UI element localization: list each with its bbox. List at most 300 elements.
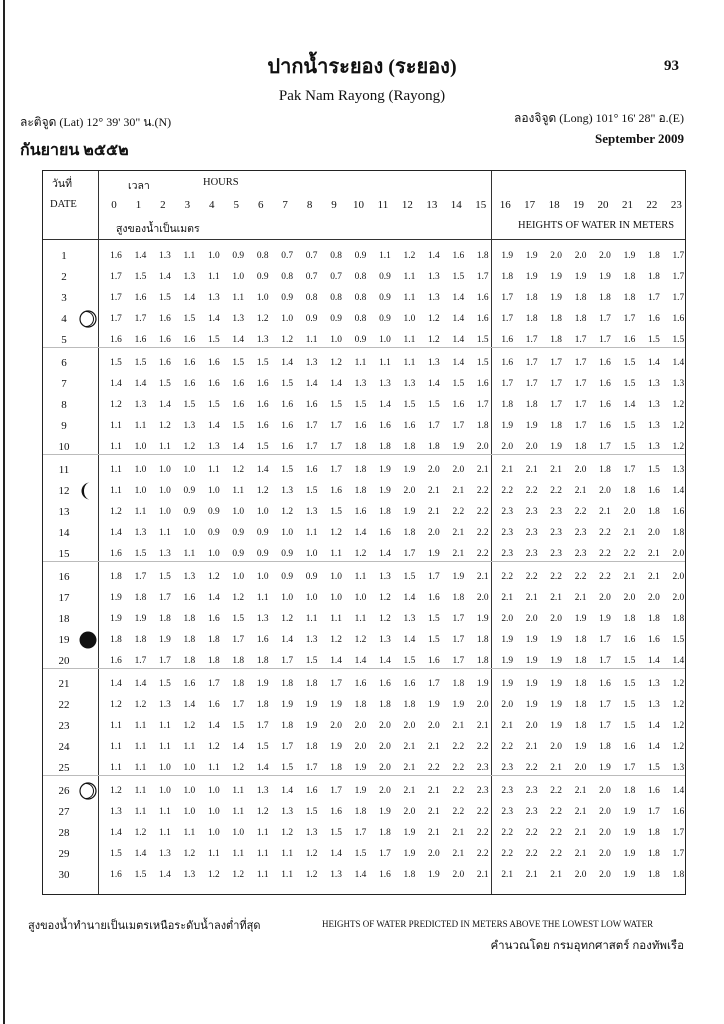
height-cell: 2.2 xyxy=(574,572,587,582)
station-title-thai: ปากน้ำระยอง (ระยอง) xyxy=(267,56,457,78)
day-number: 27 xyxy=(58,806,70,818)
height-cell: 1.9 xyxy=(623,828,636,838)
height-cell: 1.8 xyxy=(134,593,147,603)
height-cell: 1.5 xyxy=(427,400,440,410)
height-cell: 1.6 xyxy=(648,486,660,496)
height-cell: 1.9 xyxy=(574,614,587,624)
height-cell: 1.5 xyxy=(134,549,147,559)
height-cell: 1.6 xyxy=(159,314,171,324)
height-cell: 1.0 xyxy=(379,335,391,345)
height-cell: 1.0 xyxy=(232,572,245,582)
height-cell: 1.0 xyxy=(159,507,171,517)
height-cell: 1.3 xyxy=(427,293,440,303)
height-cell: 1.7 xyxy=(134,314,147,324)
height-cell: 1.7 xyxy=(574,379,587,389)
height-cell: 1.7 xyxy=(501,293,514,303)
height-cell: 1.9 xyxy=(501,251,514,261)
group-separator xyxy=(43,561,685,562)
hour-label: 7 xyxy=(282,199,288,211)
height-cell: 1.4 xyxy=(207,421,220,431)
height-cell: 1.6 xyxy=(281,421,293,431)
height-cell: 1.6 xyxy=(183,335,196,345)
height-cell: 1.4 xyxy=(110,828,122,838)
height-cell: 1.6 xyxy=(110,251,122,261)
height-cell: 1.7 xyxy=(648,807,660,817)
height-cell: 2.1 xyxy=(501,465,514,475)
new-moon-icon xyxy=(78,630,98,655)
height-cell: 1.8 xyxy=(501,272,514,282)
height-cell: 0.7 xyxy=(305,272,318,282)
height-cell: 0.8 xyxy=(354,293,367,303)
height-cell: 0.9 xyxy=(281,572,293,582)
height-cell: 2.0 xyxy=(599,828,611,838)
height-cell: 1.8 xyxy=(476,421,489,431)
height-cell: 1.8 xyxy=(648,828,660,838)
height-cell: 1.3 xyxy=(648,679,660,689)
height-cell: 1.6 xyxy=(256,400,269,410)
height-cell: 1.2 xyxy=(672,721,685,731)
height-cell: 1.3 xyxy=(159,700,171,710)
day-number: 13 xyxy=(58,506,70,518)
height-cell: 1.8 xyxy=(379,442,391,452)
height-cell: 1.9 xyxy=(623,849,636,859)
height-cell: 1.0 xyxy=(159,763,171,773)
footnote-english: HEIGHTS OF WATER PREDICTED IN METERS ABOVE THE LOWEST LOW WATER xyxy=(322,919,654,929)
height-cell: 1.9 xyxy=(550,700,562,710)
height-cell: 2.3 xyxy=(525,507,538,517)
height-cell: 1.7 xyxy=(379,849,391,859)
height-cell: 1.5 xyxy=(134,272,147,282)
height-cell: 1.3 xyxy=(183,572,196,582)
height-cell: 1.7 xyxy=(110,293,122,303)
height-cell: 1.8 xyxy=(110,572,122,582)
page-number: 93 xyxy=(664,58,679,74)
height-cell: 1.3 xyxy=(354,379,367,389)
hour-label: 19 xyxy=(573,199,585,211)
height-cell: 1.7 xyxy=(574,358,587,368)
height-cell: 2.1 xyxy=(427,786,440,796)
height-cell: 1.8 xyxy=(354,486,367,496)
height-cell: 0.8 xyxy=(330,293,342,303)
height-cell: 1.4 xyxy=(648,721,660,731)
height-cell: 1.4 xyxy=(672,786,685,796)
height-cell: 1.5 xyxy=(207,335,220,345)
hour-label: 18 xyxy=(548,199,560,211)
footnote-thai: สูงของน้ำทำนายเป็นเมตรเหนือระดับน้ำลงต่ำที่สุด xyxy=(28,920,261,932)
height-cell: 1.7 xyxy=(427,421,440,431)
header-hours-english: HOURS xyxy=(203,177,239,188)
height-cell: 1.0 xyxy=(134,465,147,475)
height-cell: 2.1 xyxy=(501,721,514,731)
height-cell: 1.6 xyxy=(110,549,122,559)
height-cell: 1.9 xyxy=(427,549,440,559)
height-cell: 2.3 xyxy=(550,528,562,538)
height-cell: 1.8 xyxy=(281,721,293,731)
height-cell: 1.0 xyxy=(281,314,293,324)
height-cell: 2.3 xyxy=(501,528,514,538)
height-cell: 2.1 xyxy=(501,593,514,603)
height-cell: 1.4 xyxy=(672,358,685,368)
height-cell: 1.7 xyxy=(330,465,342,475)
header-separator xyxy=(43,239,685,240)
height-cell: 1.6 xyxy=(256,379,269,389)
height-cell: 1.0 xyxy=(159,786,171,796)
height-cell: 2.0 xyxy=(525,614,538,624)
height-cell: 1.6 xyxy=(330,807,342,817)
height-cell: 1.4 xyxy=(134,379,147,389)
height-cell: 1.3 xyxy=(281,486,293,496)
height-cell: 1.1 xyxy=(281,849,293,859)
height-cell: 0.8 xyxy=(330,251,342,261)
height-cell: 2.0 xyxy=(379,786,391,796)
height-cell: 1.0 xyxy=(183,807,196,817)
height-cell: 1.7 xyxy=(623,763,636,773)
height-cell: 1.7 xyxy=(427,572,440,582)
height-cell: 0.9 xyxy=(305,572,318,582)
height-cell: 1.5 xyxy=(134,358,147,368)
height-cell: 2.2 xyxy=(623,549,636,559)
height-cell: 1.4 xyxy=(354,656,367,666)
height-cell: 2.0 xyxy=(623,507,636,517)
height-cell: 1.9 xyxy=(427,870,440,880)
hour-label: 13 xyxy=(426,199,438,211)
height-cell: 1.7 xyxy=(525,358,538,368)
height-cell: 1.2 xyxy=(427,335,440,345)
height-cell: 1.2 xyxy=(354,635,367,645)
height-cell: 0.9 xyxy=(281,293,293,303)
height-cell: 1.5 xyxy=(403,656,416,666)
hour-label: 22 xyxy=(646,199,658,211)
height-cell: 2.1 xyxy=(452,828,465,838)
day-number: 6 xyxy=(61,357,67,369)
height-cell: 1.7 xyxy=(599,335,611,345)
height-cell: 2.0 xyxy=(550,251,562,261)
height-cell: 1.1 xyxy=(110,442,122,452)
height-cell: 1.5 xyxy=(330,400,342,410)
height-cell: 2.1 xyxy=(427,507,440,517)
height-cell: 1.1 xyxy=(207,465,220,475)
height-cell: 2.0 xyxy=(574,763,587,773)
height-cell: 1.9 xyxy=(110,593,122,603)
day-number: 24 xyxy=(58,741,70,753)
height-cell: 1.2 xyxy=(672,679,685,689)
first-quarter-moon-icon xyxy=(78,309,98,334)
height-cell: 2.3 xyxy=(525,786,538,796)
height-cell: 1.9 xyxy=(305,721,318,731)
height-cell: 1.3 xyxy=(672,379,685,389)
height-cell: 1.7 xyxy=(599,721,611,731)
height-cell: 1.5 xyxy=(354,849,367,859)
station-title-english: Pak Nam Rayong (Rayong) xyxy=(278,88,446,104)
height-cell: 1.7 xyxy=(476,272,489,282)
height-cell: 1.7 xyxy=(232,635,245,645)
height-cell: 1.9 xyxy=(623,870,636,880)
height-cell: 1.4 xyxy=(134,251,147,261)
height-cell: 1.6 xyxy=(623,742,636,752)
height-cell: 1.9 xyxy=(525,700,538,710)
height-cell: 2.0 xyxy=(574,870,587,880)
height-cell: 0.9 xyxy=(379,272,391,282)
height-cell: 2.0 xyxy=(476,700,489,710)
height-cell: 1.1 xyxy=(232,293,245,303)
height-cell: 1.4 xyxy=(403,593,416,603)
height-cell: 2.3 xyxy=(501,549,514,559)
height-cell: 1.2 xyxy=(427,314,440,324)
height-cell: 1.1 xyxy=(403,272,416,282)
height-cell: 1.5 xyxy=(452,379,465,389)
height-cell: 1.6 xyxy=(207,358,220,368)
height-cell: 2.3 xyxy=(525,807,538,817)
height-cell: 0.9 xyxy=(232,528,245,538)
height-cell: 1.6 xyxy=(379,421,391,431)
height-cell: 2.3 xyxy=(550,549,562,559)
height-cell: 2.1 xyxy=(427,807,440,817)
day-number: 3 xyxy=(61,292,67,304)
height-cell: 1.5 xyxy=(110,358,122,368)
height-cell: 2.1 xyxy=(525,870,538,880)
height-cell: 1.5 xyxy=(330,507,342,517)
height-cell: 1.3 xyxy=(281,807,293,817)
height-cell: 1.5 xyxy=(110,849,122,859)
height-cell: 1.0 xyxy=(330,335,342,345)
height-cell: 1.0 xyxy=(330,572,342,582)
height-cell: 1.4 xyxy=(427,379,440,389)
height-cell: 1.8 xyxy=(574,314,587,324)
height-cell: 1.3 xyxy=(256,614,269,624)
height-cell: 2.0 xyxy=(672,593,685,603)
height-cell: 1.9 xyxy=(403,465,416,475)
height-cell: 2.0 xyxy=(379,721,391,731)
height-cell: 1.7 xyxy=(159,656,171,666)
height-cell: 1.1 xyxy=(232,849,245,859)
height-cell: 1.6 xyxy=(330,486,342,496)
day-number: 19 xyxy=(58,634,70,646)
height-cell: 1.8 xyxy=(183,614,196,624)
height-cell: 1.4 xyxy=(110,528,122,538)
height-cell: 1.0 xyxy=(159,486,171,496)
height-cell: 1.8 xyxy=(110,635,122,645)
height-cell: 1.9 xyxy=(281,700,293,710)
height-cell: 2.1 xyxy=(476,572,489,582)
height-cell: 1.6 xyxy=(354,679,367,689)
height-cell: 1.9 xyxy=(134,614,147,624)
height-cell: 1.2 xyxy=(110,400,122,410)
height-cell: 2.0 xyxy=(476,593,489,603)
height-cell: 1.1 xyxy=(330,614,342,624)
day-number: 11 xyxy=(58,464,70,476)
height-cell: 1.7 xyxy=(672,272,685,282)
height-cell: 1.2 xyxy=(207,742,220,752)
height-cell: 2.1 xyxy=(452,849,465,859)
height-cell: 2.0 xyxy=(599,870,611,880)
height-cell: 1.9 xyxy=(525,679,538,689)
height-cell: 1.0 xyxy=(207,549,220,559)
hour-label: 9 xyxy=(331,199,337,211)
height-cell: 1.8 xyxy=(574,635,587,645)
height-cell: 2.1 xyxy=(476,465,489,475)
height-cell: 2.1 xyxy=(403,763,416,773)
height-cell: 1.7 xyxy=(256,721,269,731)
page-spine-line xyxy=(3,0,5,1024)
height-cell: 1.4 xyxy=(110,379,122,389)
height-cell: 0.9 xyxy=(232,251,245,261)
height-cell: 2.0 xyxy=(574,465,587,475)
height-cell: 1.8 xyxy=(134,635,147,645)
height-cell: 1.3 xyxy=(672,465,685,475)
height-cell: 1.6 xyxy=(648,635,660,645)
height-cell: 2.0 xyxy=(599,486,611,496)
height-cell: 1.1 xyxy=(110,721,122,731)
height-cell: 1.5 xyxy=(648,465,660,475)
height-cell: 1.6 xyxy=(599,400,611,410)
height-cell: 1.7 xyxy=(110,314,122,324)
height-cell: 1.3 xyxy=(159,849,171,859)
height-cell: 2.2 xyxy=(550,849,562,859)
height-cell: 1.5 xyxy=(232,421,245,431)
height-cell: 2.2 xyxy=(501,742,514,752)
height-cell: 1.6 xyxy=(476,293,489,303)
height-cell: 1.7 xyxy=(330,679,342,689)
height-cell: 2.2 xyxy=(501,828,514,838)
height-cell: 1.2 xyxy=(110,700,122,710)
height-cell: 1.3 xyxy=(427,272,440,282)
day-number: 18 xyxy=(58,613,70,625)
height-cell: 1.0 xyxy=(232,828,245,838)
height-cell: 0.8 xyxy=(256,251,269,261)
height-cell: 1.9 xyxy=(550,635,562,645)
height-cell: 1.8 xyxy=(452,679,465,689)
height-cell: 2.2 xyxy=(452,807,465,817)
height-cell: 1.6 xyxy=(305,786,318,796)
height-cell: 1.7 xyxy=(574,421,587,431)
height-cell: 2.3 xyxy=(525,528,538,538)
height-cell: 1.5 xyxy=(281,379,293,389)
header-date-english: DATE xyxy=(50,199,77,210)
height-cell: 2.2 xyxy=(476,507,489,517)
height-cell: 2.1 xyxy=(452,528,465,538)
height-cell: 1.2 xyxy=(134,700,147,710)
height-cell: 1.4 xyxy=(207,593,220,603)
height-cell: 2.1 xyxy=(476,870,489,880)
height-cell: 1.4 xyxy=(330,379,342,389)
group-separator xyxy=(43,347,685,348)
height-cell: 1.1 xyxy=(354,572,367,582)
day-number: 23 xyxy=(58,720,70,732)
height-cell: 1.2 xyxy=(330,635,342,645)
height-cell: 0.8 xyxy=(354,272,367,282)
height-cell: 1.8 xyxy=(574,442,587,452)
height-cell: 1.5 xyxy=(232,358,245,368)
height-cell: 2.1 xyxy=(501,870,514,880)
day-number: 10 xyxy=(58,441,70,453)
header-time-thai: เวลา xyxy=(128,181,150,192)
height-cell: 1.9 xyxy=(599,763,611,773)
height-cell: 2.2 xyxy=(452,742,465,752)
height-cell: 1.8 xyxy=(403,528,416,538)
height-cell: 1.5 xyxy=(427,614,440,624)
height-cell: 1.1 xyxy=(110,486,122,496)
height-cell: 1.1 xyxy=(134,786,147,796)
height-cell: 1.2 xyxy=(256,486,269,496)
height-cell: 1.8 xyxy=(574,721,587,731)
height-cell: 1.4 xyxy=(452,293,465,303)
height-cell: 2.1 xyxy=(525,465,538,475)
height-cell: 1.5 xyxy=(623,656,636,666)
height-cell: 1.3 xyxy=(379,635,391,645)
height-cell: 1.1 xyxy=(159,807,171,817)
height-cell: 1.9 xyxy=(159,635,171,645)
height-cell: 2.0 xyxy=(525,442,538,452)
height-cell: 1.6 xyxy=(379,679,391,689)
height-cell: 1.5 xyxy=(183,314,196,324)
height-cell: 2.0 xyxy=(599,593,611,603)
hour-label: 12 xyxy=(401,199,413,211)
height-cell: 1.5 xyxy=(207,400,220,410)
height-cell: 1.1 xyxy=(110,742,122,752)
hour-label: 16 xyxy=(499,199,511,211)
height-cell: 1.0 xyxy=(354,593,367,603)
height-cell: 1.8 xyxy=(672,614,685,624)
height-cell: 1.5 xyxy=(305,656,318,666)
height-cell: 0.8 xyxy=(354,314,367,324)
height-cell: 2.0 xyxy=(648,593,660,603)
height-cell: 1.4 xyxy=(159,400,171,410)
height-cell: 1.8 xyxy=(354,442,367,452)
height-cell: 1.7 xyxy=(550,379,562,389)
height-cell: 1.8 xyxy=(256,656,269,666)
height-cell: 1.7 xyxy=(574,400,587,410)
height-cell: 2.2 xyxy=(525,486,538,496)
height-cell: 2.1 xyxy=(574,807,587,817)
height-cell: 0.9 xyxy=(379,293,391,303)
height-cell: 1.2 xyxy=(232,465,245,475)
height-cell: 1.1 xyxy=(354,358,367,368)
height-cell: 2.0 xyxy=(354,742,367,752)
height-cell: 1.9 xyxy=(574,742,587,752)
height-cell: 1.9 xyxy=(403,849,416,859)
height-cell: 1.1 xyxy=(207,763,220,773)
month-label-thai: กันยายน ๒๕๕๒ xyxy=(20,142,129,159)
height-cell: 1.6 xyxy=(501,358,514,368)
height-cell: 1.4 xyxy=(452,314,465,324)
height-cell: 1.5 xyxy=(623,442,636,452)
height-cell: 2.1 xyxy=(452,549,465,559)
height-cell: 1.9 xyxy=(501,635,514,645)
height-cell: 1.3 xyxy=(134,400,147,410)
height-cell: 1.8 xyxy=(305,742,318,752)
height-cell: 1.5 xyxy=(159,679,171,689)
height-cell: 1.8 xyxy=(256,700,269,710)
height-cell: 1.8 xyxy=(354,807,367,817)
height-cell: 1.8 xyxy=(550,335,562,345)
height-cell: 2.0 xyxy=(354,721,367,731)
height-cell: 1.8 xyxy=(525,400,538,410)
height-cell: 2.2 xyxy=(452,763,465,773)
height-cell: 1.3 xyxy=(403,379,416,389)
height-cell: 1.8 xyxy=(550,421,562,431)
height-cell: 1.1 xyxy=(207,272,220,282)
height-cell: 1.8 xyxy=(207,635,220,645)
height-cell: 1.3 xyxy=(183,870,196,880)
height-cell: 1.9 xyxy=(330,700,342,710)
height-cell: 1.1 xyxy=(330,549,342,559)
height-cell: 1.2 xyxy=(232,593,245,603)
height-cell: 1.2 xyxy=(110,507,122,517)
hour-label: 23 xyxy=(670,199,682,211)
last-quarter-moon-icon xyxy=(78,481,98,506)
height-cell: 2.2 xyxy=(501,572,514,582)
height-cell: 2.2 xyxy=(525,828,538,838)
